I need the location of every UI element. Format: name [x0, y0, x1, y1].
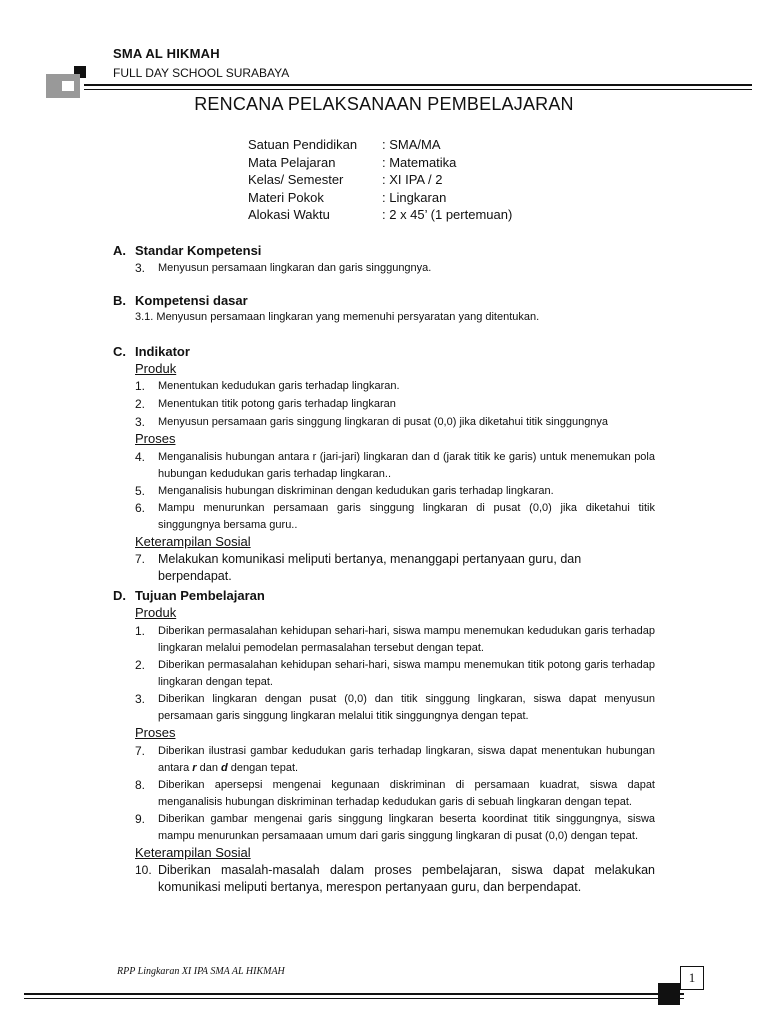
- section-b-text: 3.1. Menyusun persamaan lingkaran yang memenuhi persyaratan yang ditentukan.: [135, 311, 540, 323]
- item-text: Menentukan titik potong garis terhadap lingkaran: [158, 398, 396, 410]
- list-item: [135, 657, 655, 690]
- list-item: [135, 396, 655, 413]
- variable-d: d: [221, 761, 228, 774]
- item-text: Diberikan permasalahan kehidupan sehari-hari, siswa mampu menemukan titik potong garis terhadap lingkaran dengan tepat.: [158, 659, 655, 688]
- item-number: 2.: [135, 658, 146, 672]
- item-text: Diberikan lingkaran dengan pusat (0,0) dan titik singgung lingkaran, siswa dapat menyusun persamaan garis singgung lingkaran melalui titik singgungnya dengan tepat.: [158, 693, 655, 722]
- section-title: Tujuan Pembelajaran: [135, 588, 265, 603]
- subheading-keterampilan-sosial: Keterampilan Sosial: [135, 845, 251, 860]
- item-number: 3.: [135, 261, 146, 275]
- list-item: [135, 414, 655, 431]
- item-number: 5.: [135, 484, 146, 498]
- item-number: 10.: [135, 863, 152, 877]
- section-letter: A.: [113, 243, 126, 258]
- section-letter: D.: [113, 588, 126, 603]
- item-text: Menganalisis hubungan antara r (jari-jari) lingkaran dan d (jarak titik ke garis) untuk menemukan pola hubungan kedudukan garis terhadap lingkaran..: [158, 451, 655, 480]
- item-text: Diberikan gambar mengenai garis singgung lingkaran beserta koordinat titik singgungnya, siswa mampu menurunkan persamaaan umum dari garis singgung lingkaran di pusat (0,0) dengan tepat.: [158, 813, 655, 842]
- info-row: [248, 171, 512, 189]
- info-row: [248, 189, 512, 207]
- footer-text: RPP Lingkaran XI IPA SMA AL HIKMAH: [117, 966, 285, 977]
- section-letter: C.: [113, 344, 126, 359]
- school-subtitle: FULL DAY SCHOOL SURABAYA: [113, 66, 290, 80]
- item-text: Melakukan komunikasi meliputi bertanya, menanggapi pertanyaan guru, dan berpendapat.: [158, 552, 582, 583]
- page-number: 1: [680, 966, 704, 990]
- footer-rule-bottom: [24, 998, 684, 999]
- info-key: Satuan Pendidikan: [248, 137, 358, 152]
- list-item: [135, 260, 655, 277]
- info-value: : Matematika: [382, 154, 457, 170]
- info-key: Kelas/ Semester: [248, 172, 344, 188]
- item-number: 8.: [135, 778, 146, 792]
- info-key: Alokasi Waktu: [248, 207, 330, 223]
- item-text: [158, 743, 655, 776]
- section-b-heading: [113, 293, 248, 308]
- list-item: [135, 777, 655, 810]
- item-number: 3.: [135, 692, 146, 706]
- item-text: Diberikan apersepsi mengenai kegunaan diskriminan di persamaan kuadrat, siswa dapat menganalisis hubungan diskriminan terhadap kedudukan garis di sebuah lingkaran dengan tepat.: [158, 779, 655, 808]
- info-value: : XI IPA / 2: [382, 172, 443, 188]
- item-text: Menentukan kedudukan garis terhadap lingkaran.: [158, 380, 400, 392]
- list-item: [135, 378, 655, 395]
- info-key: Mata Pelajaran: [248, 154, 336, 170]
- section-title: Indikator: [135, 344, 190, 359]
- header-rule-bottom: [84, 89, 752, 90]
- info-block: [248, 136, 512, 224]
- section-a-heading: [113, 243, 261, 258]
- item-number: 3.: [135, 415, 146, 429]
- item-number: 6.: [135, 501, 146, 515]
- list-item: [135, 551, 655, 585]
- item-text: Menganalisis hubungan diskriminan dengan kedudukan garis terhadap lingkaran.: [158, 485, 554, 497]
- list-item: [135, 811, 655, 844]
- section-d-heading: [113, 588, 265, 603]
- list-item: [135, 623, 655, 656]
- item-text: Diberikan masalah-masalah dalam proses pembelajaran, siswa dapat melakukan komunikasi meliputi bertanya, merespon pertanyaan guru, dan berpendapat.: [158, 863, 655, 894]
- document-title: RENCANA PELAKSANAAN PEMBELAJARAN: [194, 94, 574, 114]
- item-number: 4.: [135, 450, 146, 464]
- header-decoration-white-square: [62, 81, 74, 91]
- footer-rule-top: [24, 993, 684, 995]
- list-item: [135, 500, 655, 533]
- item-number: 1.: [135, 624, 146, 638]
- list-item: [135, 862, 655, 896]
- list-item: [135, 691, 655, 724]
- item-text: Menyusun persamaan garis singgung lingkaran di pusat (0,0) jika diketahui titik singgungnya: [158, 416, 609, 428]
- item-text-part: dengan tepat.: [227, 761, 299, 774]
- info-row: [248, 206, 512, 224]
- section-title: Standar Kompetensi: [135, 243, 262, 258]
- item-text: Mampu menurunkan persamaan garis singgung lingkaran di pusat (0,0) jika diketahui titik singgungnya bersama guru..: [158, 502, 655, 531]
- section-title: Kompetensi dasar: [135, 293, 248, 308]
- list-item: [135, 449, 655, 482]
- school-name: SMA AL HIKMAH: [113, 46, 220, 61]
- info-row: [248, 154, 512, 172]
- subheading-proses: Proses: [135, 431, 176, 446]
- subheading-keterampilan-sosial: Keterampilan Sosial: [135, 534, 251, 549]
- item-text-part: Diberikan ilustrasi gambar kedudukan garis terhadap lingkaran, siswa dapat menentukan hubungan antara: [158, 745, 655, 774]
- info-value: : 2 x 45’ (1 pertemuan): [382, 207, 513, 223]
- subheading-proses: Proses: [135, 725, 176, 740]
- section-letter: B.: [113, 293, 126, 308]
- subheading-produk: Produk: [135, 605, 177, 620]
- item-number: 2.: [135, 397, 146, 411]
- list-item: [135, 743, 655, 776]
- item-text-part: dan: [196, 761, 221, 774]
- info-value: : SMA/MA: [382, 137, 441, 152]
- item-number: 1.: [135, 379, 146, 393]
- info-key: Materi Pokok: [248, 189, 324, 205]
- list-item: [135, 483, 655, 500]
- item-number: 7.: [135, 552, 146, 566]
- item-text: Menyusun persamaan lingkaran dan garis singgungnya.: [158, 262, 432, 274]
- info-row: [248, 136, 512, 154]
- section-c-heading: [113, 344, 190, 359]
- header-rule-top: [84, 84, 752, 86]
- info-value: : Lingkaran: [382, 189, 447, 205]
- item-number: 7.: [135, 744, 146, 758]
- item-text: Diberikan permasalahan kehidupan sehari-hari, siswa mampu menemukan kedudukan garis terhadap lingkaran melalui pemodelan permasalahan tersebut dengan tepat.: [158, 625, 655, 654]
- subheading-produk: Produk: [135, 361, 177, 376]
- item-number: 9.: [135, 812, 146, 826]
- variable-r: r: [192, 761, 197, 774]
